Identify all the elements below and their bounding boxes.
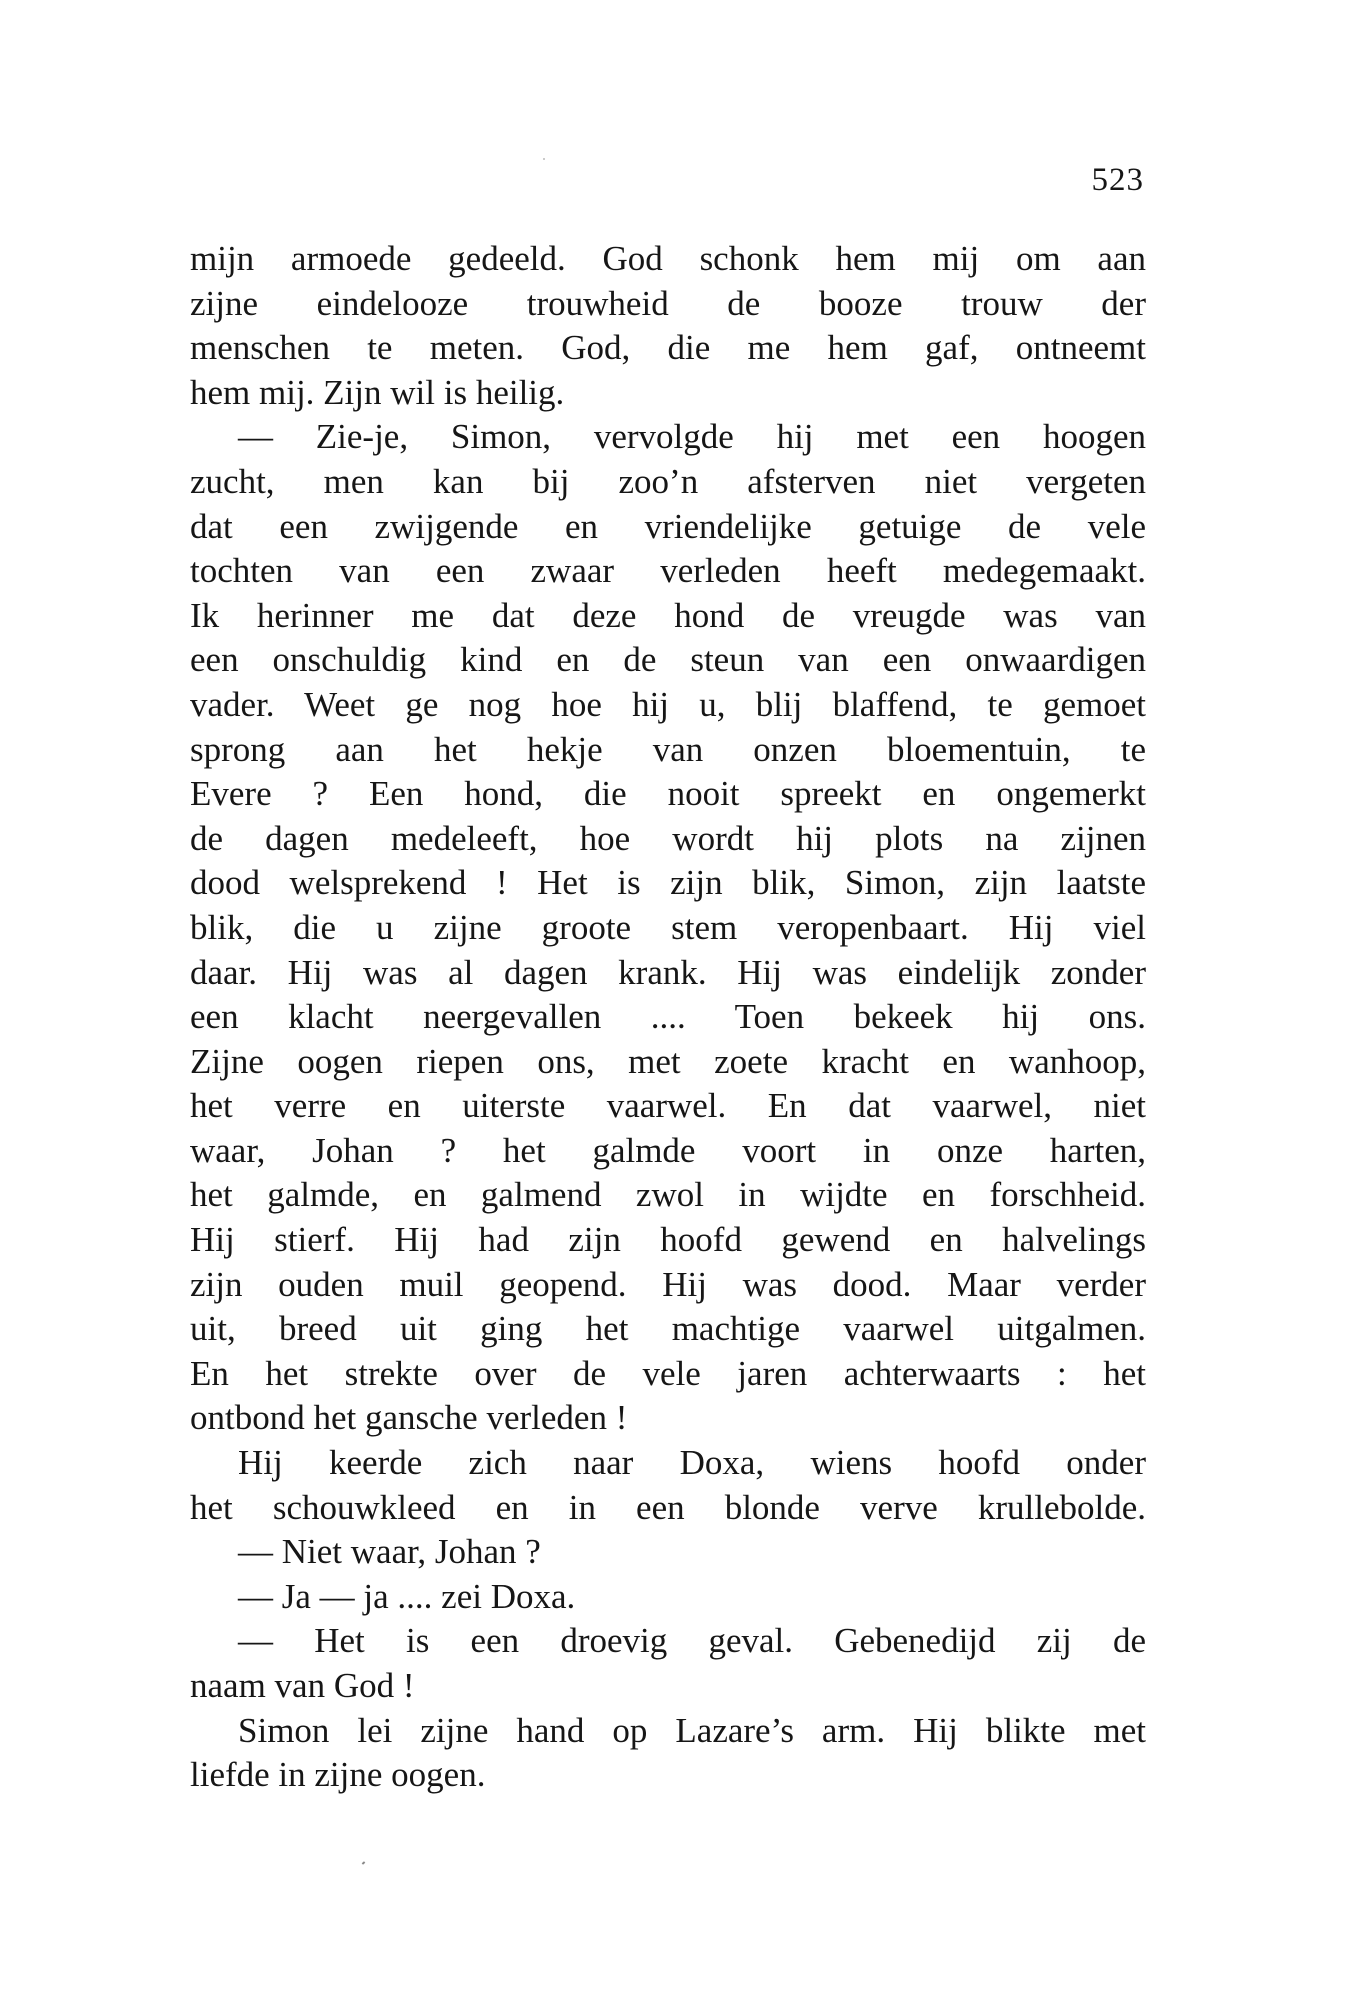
text-line: het schouwkleed en in een blonde verve krullebolde. (190, 1487, 1146, 1527)
text-line: — Het is een droevig geval. Gebenedijd zij de (238, 1621, 1146, 1661)
text-line: — Niet waar, Johan ? (238, 1532, 541, 1572)
text-line: Hij stierf. Hij had zijn hoofd gewend en halvelings (190, 1220, 1146, 1260)
text-line: Simon lei zijne hand op Lazare’s arm. Hij blikte met (238, 1710, 1146, 1750)
text-line: een klacht neergevallen .... Toen bekeek hij ons. (190, 997, 1146, 1037)
text-line: waar, Johan ? het galmde voort in onze harten, (190, 1130, 1146, 1170)
text-line: liefde in zijne oogen. (190, 1755, 486, 1795)
text-line: hem mij. Zijn wil is heilig. (190, 372, 565, 412)
text-line: zijn ouden muil geopend. Hij was dood. Maar verder (190, 1264, 1146, 1304)
text-line: tochten van een zwaar verleden heeft medegemaakt. (190, 551, 1146, 591)
text-line: zijne eindelooze trouwheid de booze trouw der (190, 283, 1146, 323)
text-line: daar. Hij was al dagen krank. Hij was eindelijk zonder (190, 952, 1146, 992)
text-line: dat een zwijgende en vriendelijke getuige de vele (190, 506, 1146, 546)
text-line: zucht, men kan bij zoo’n afsterven niet vergeten (190, 461, 1146, 501)
text-line: Evere ? Een hond, die nooit spreekt en ongemerkt (190, 774, 1146, 814)
text-line: ontbond het gansche verleden ! (190, 1398, 628, 1438)
text-line: Hij keerde zich naar Doxa, wiens hoofd onder (238, 1443, 1146, 1483)
text-line: Zijne oogen riepen ons, met zoete kracht en wanhoop, (190, 1041, 1146, 1081)
body-text (190, 237, 1146, 1798)
text-line: blik, die u zijne groote stem veropenbaart. Hij viel (190, 907, 1146, 947)
page-number: 523 (1091, 162, 1144, 198)
speck-mark (543, 158, 545, 160)
text-line: Ik herinner me dat deze hond de vreugde was van (190, 595, 1146, 635)
text-line: mijn armoede gedeeld. God schonk hem mij om aan (190, 239, 1146, 278)
text-line: En het strekte over de vele jaren achterwaarts : het (190, 1353, 1146, 1393)
text-line: uit, breed uit ging het machtige vaarwel uitgalmen. (190, 1309, 1146, 1349)
text-line: naam van God ! (190, 1666, 415, 1705)
text-line: — Ja — ja .... zei Doxa. (238, 1576, 576, 1616)
text-line: sprong aan het hekje van onzen bloementuin, te (190, 729, 1146, 769)
speck-mark (362, 1861, 366, 1864)
text-line: het verre en uiterste vaarwel. En dat vaarwel, niet (190, 1086, 1146, 1126)
text-line: een onschuldig kind en de steun van een onwaardigen (190, 640, 1146, 680)
text-line: de dagen medeleeft, hoe wordt hij plots na zijnen (190, 818, 1146, 858)
text-line: dood welsprekend ! Het is zijn blik, Simon, zijn laatste (190, 863, 1146, 903)
text-line: menschen te meten. God, die me hem gaf, ontneemt (190, 328, 1146, 368)
text-line: het galmde, en galmend zwol in wijdte en forschheid. (190, 1175, 1146, 1215)
text-line: — Zie-je, Simon, vervolgde hij met een hoogen (238, 417, 1146, 457)
text-line: vader. Weet ge nog hoe hij u, blij blaffend, te gemoet (190, 684, 1146, 724)
